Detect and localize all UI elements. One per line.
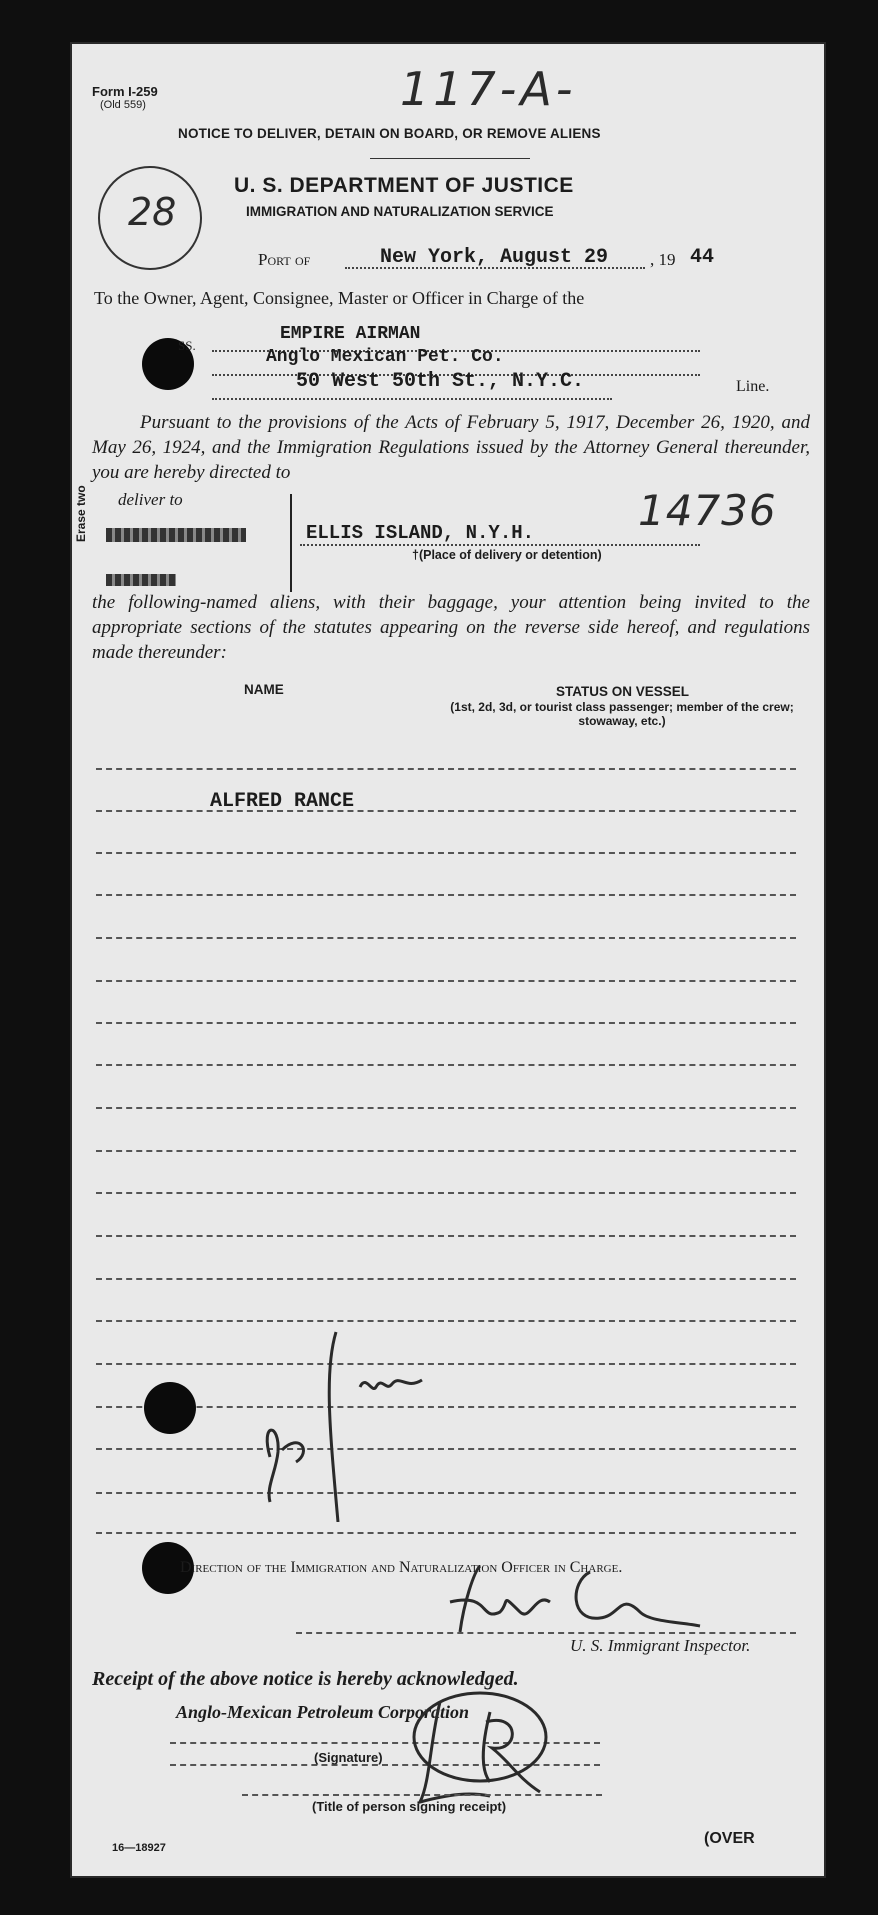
- vessel-name: EMPIRE AIRMAN: [280, 324, 421, 344]
- circled-number: 28: [128, 190, 177, 234]
- entry-line: [96, 1064, 796, 1066]
- entry-line: [96, 1107, 796, 1109]
- punch-hole: [144, 1382, 196, 1434]
- signature-caption: (Signature): [314, 1750, 383, 1765]
- entry-line: [96, 1192, 796, 1194]
- company-name: Anglo Mexican Pet. Co.: [266, 347, 504, 367]
- entry-line: [96, 1278, 796, 1280]
- entry-line: [96, 980, 796, 982]
- handwritten-number: 14736: [638, 486, 777, 535]
- company-stamp: Anglo-Mexican Petroleum Corporation: [176, 1702, 470, 1722]
- year-suffix: 44: [690, 246, 715, 269]
- delivery-place: ELLIS ISLAND, N.Y.H.: [306, 522, 535, 544]
- form-number: Form I-259: [92, 84, 158, 99]
- erased-option-1: [106, 528, 246, 542]
- direction-text: Direction of the Immigration and Naturalization Officer in Charge.: [180, 1559, 623, 1576]
- port-place-date: New York, August 29: [380, 246, 609, 269]
- title-rule: [370, 158, 530, 159]
- erased-option-2: [106, 574, 176, 586]
- alien-entry: ALFRED RANCE: [210, 790, 355, 813]
- handwritten-mark: [200, 1282, 480, 1522]
- status-note: (1st, 2d, 3d, or tourist class passenger; member of the crew; stowaway, etc.): [450, 700, 794, 728]
- receipt-signature: [400, 1682, 560, 1812]
- addressee-intro: To the Owner, Agent, Consignee, Master or Officer in Charge of the: [94, 288, 585, 308]
- entry-line: [96, 894, 796, 896]
- form-paper: [70, 42, 826, 1878]
- entry-line: [96, 768, 796, 770]
- entry-line: [96, 1235, 796, 1237]
- entry-line: [96, 1150, 796, 1152]
- inspector-caption: U. S. Immigrant Inspector.: [570, 1636, 751, 1655]
- line-label: Line.: [736, 378, 770, 395]
- entry-line: [96, 937, 796, 939]
- print-code: 16—18927: [112, 1842, 166, 1854]
- title-caption: (Title of person signing receipt): [312, 1799, 507, 1814]
- ss-label: SS.: [178, 338, 196, 353]
- entry-line: [96, 1532, 796, 1534]
- over-note: (OVER: [704, 1830, 755, 1847]
- inspector-signature: [440, 1552, 740, 1642]
- pursuant-paragraph: Pursuant to the provisions of the Acts of February 5, 1917, December 26, 1920, and May 26, 1924, and the Immigration Regulations issued by the Attorney General thereunder, you are hereby directed to: [92, 412, 810, 483]
- port-label: Port of: [258, 250, 311, 269]
- old-form-number: (Old 559): [100, 99, 146, 111]
- department-title: U. S. DEPARTMENT OF JUSTICE: [234, 174, 574, 197]
- notice-title: NOTICE TO DELIVER, DETAIN ON BOARD, OR REMOVE ALIENS: [178, 126, 601, 141]
- brace-line: [290, 494, 292, 592]
- name-header: NAME: [244, 682, 284, 697]
- receipt-acknowledged: Receipt of the above notice is hereby acknowledged.: [92, 1668, 519, 1690]
- entry-line: [96, 852, 796, 854]
- delivery-caption: †(Place of delivery or detention): [412, 548, 602, 562]
- service-title: IMMIGRATION AND NATURALIZATION SERVICE: [246, 204, 554, 219]
- following-paragraph: the following-named aliens, with their baggage, your attention being invited to the appropriate sections of the statutes appearing on the reverse side hereof, and regulations made thereunder:: [92, 592, 810, 663]
- handwritten-file-number: 117-A-: [400, 62, 577, 116]
- year-prefix: , 19: [650, 250, 676, 269]
- company-address: 50 West 50th St., N.Y.C.: [296, 370, 585, 393]
- status-header: STATUS ON VESSEL: [556, 684, 690, 699]
- deliver-to: deliver to: [118, 490, 183, 509]
- entry-line: [96, 1022, 796, 1024]
- entry-line: [96, 810, 796, 812]
- erase-two-label: Erase two: [74, 485, 88, 542]
